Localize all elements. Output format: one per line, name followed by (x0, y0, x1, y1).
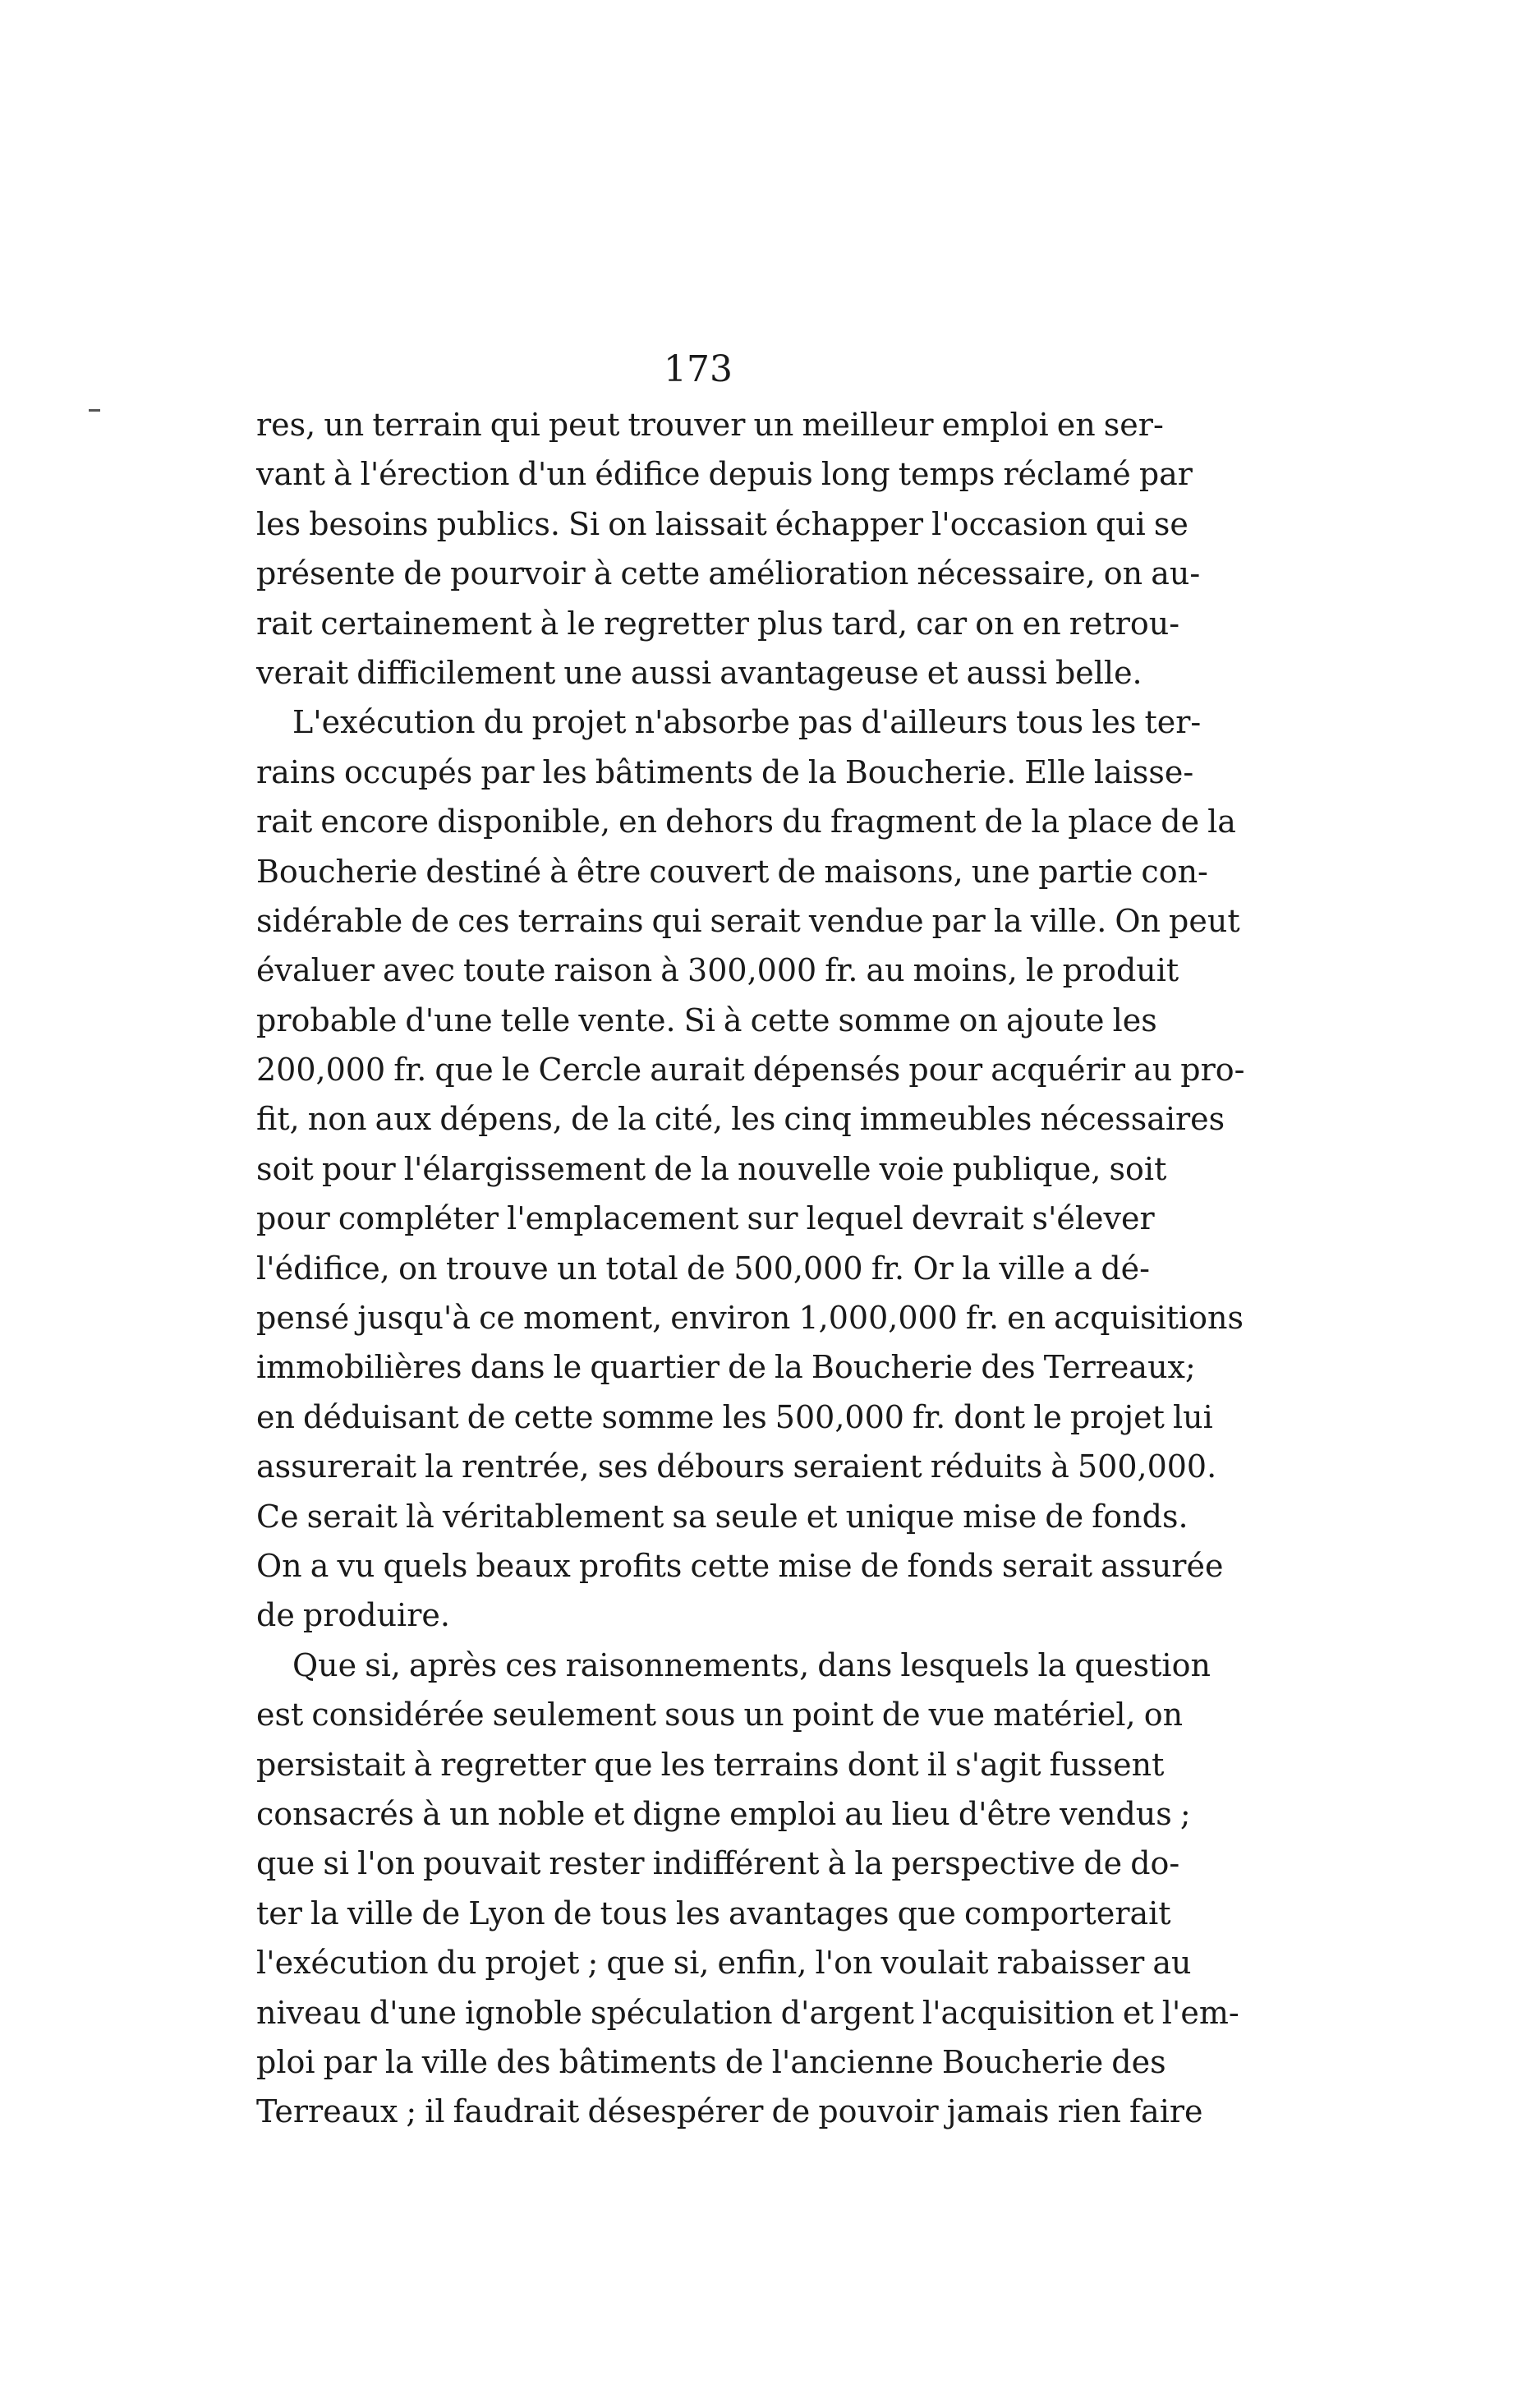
text-line: est considérée seulement sous un point de vue matériel, on (256, 1697, 1184, 1733)
text-line: présente de pourvoir à cette amélioration nécessaire, on au- (256, 555, 1201, 592)
text-line: de produire. (256, 1597, 450, 1634)
text-line: rains occupés par les bâtiments de la Boucherie. Elle laisse- (256, 753, 1194, 790)
text-line: rait certainement à le regretter plus tard, car on en retrou- (256, 605, 1180, 642)
text-line: Ce serait là véritablement sa seule et unique mise de fonds. (256, 1498, 1188, 1535)
text-line: ter la ville de Lyon de tous les avantages que comporterait (256, 1895, 1171, 1931)
text-line: 200,000 fr. que le Cercle aurait dépensés pour acquérir au pro- (256, 1052, 1245, 1089)
text-line: niveau d'une ignoble spéculation d'argent l'acquisition et l'em- (256, 1994, 1239, 2031)
text-line: L'exécution du projet n'absorbe pas d'ailleurs tous les ter- (292, 704, 1202, 741)
text-line: probable d'une telle vente. Si à cette somme on ajoute les (256, 1001, 1157, 1038)
text-line: vant à l'érection d'un édifice depuis long temps réclamé par (256, 456, 1193, 493)
text-line: fit, non aux dépens, de la cité, les cinq immeubles nécessaires (256, 1101, 1225, 1138)
text-line: consacrés à un noble et digne emploi au lieu d'être vendus ; (256, 1795, 1191, 1832)
text-line: en déduisant de cette somme les 500,000 fr. dont le projet lui (256, 1398, 1213, 1435)
text-line: On a vu quels beaux profits cette mise de fonds serait assurée (256, 1547, 1224, 1584)
text-line: res, un terrain qui peut trouver un meilleur emploi en ser- (256, 407, 1164, 443)
text-line: Que si, après ces raisonnements, dans lesquels la question (292, 1646, 1211, 1683)
text-line: Boucherie destiné à être couvert de maisons, une partie con- (256, 853, 1208, 890)
text-line: évaluer avec toute raison à 300,000 fr. au moins, le produit (256, 952, 1179, 989)
body-text (256, 400, 1245, 2137)
text-line: les besoins publics. Si on laissait échapper l'occasion qui se (256, 505, 1188, 542)
text-line: Terreaux ; il faudrait désespérer de pouvoir jamais rien faire (256, 2093, 1203, 2130)
text-line: soit pour l'élargissement de la nouvelle voie publique, soit (256, 1150, 1167, 1187)
text-line: que si l'on pouvait rester indifférent à la perspective de do- (256, 1845, 1180, 1882)
text-line: immobilières dans le quartier de la Boucherie des Terreaux; (256, 1349, 1196, 1386)
text-line: pour compléter l'emplacement sur lequel devrait s'élever (256, 1200, 1155, 1237)
page-number: 173 (664, 348, 733, 390)
text-line: pensé jusqu'à ce moment, environ 1,000,000 fr. en acquisitions (256, 1300, 1244, 1337)
text-line: sidérable de ces terrains qui serait vendue par la ville. On peut (256, 902, 1240, 939)
text-line: ploi par la ville des bâtiments de l'ancienne Boucherie des (256, 2043, 1166, 2080)
text-line: rait encore disponible, en dehors du fragment de la place de la (256, 803, 1236, 840)
text-line: l'édifice, on trouve un total de 500,000 fr. Or la ville a dé- (256, 1250, 1150, 1287)
margin-mark (89, 409, 100, 412)
text-line: assurerait la rentrée, ses débours seraient réduits à 500,000. (256, 1448, 1217, 1485)
text-line: l'exécution du projet ; que si, enfin, l'on voulait rabaisser au (256, 1945, 1192, 1982)
text-line: persistait à regretter que les terrains dont il s'agit fussent (256, 1746, 1165, 1783)
text-line: verait difficilement une aussi avantageuse et aussi belle. (256, 654, 1143, 691)
